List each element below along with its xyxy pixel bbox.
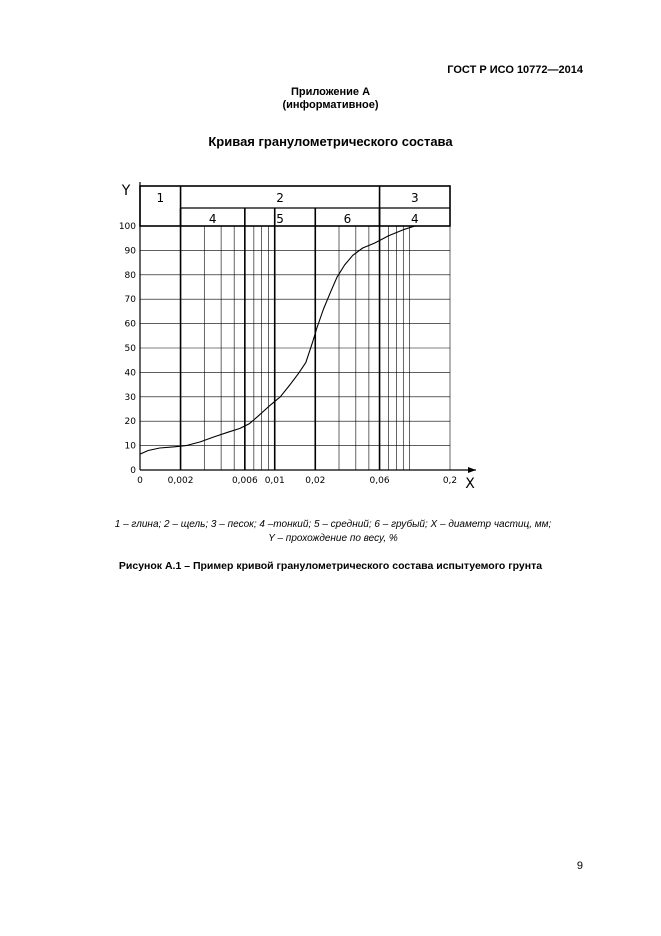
zone-sublabel: 6 — [343, 212, 352, 226]
x-tick-label: 0,06 — [369, 476, 390, 486]
figure-caption: Рисунок А.1 – Пример кривой гранулометрического состава испытуемого грунта — [118, 560, 543, 572]
y-tick-label: 80 — [124, 270, 136, 281]
tick-labels — [119, 222, 457, 486]
y-tick-label: 40 — [124, 368, 136, 379]
page-number: 9 — [576, 860, 583, 872]
zone-sublabel: 4 — [410, 212, 419, 226]
grain-size-chart — [100, 176, 500, 496]
annex-title: Приложение А — [290, 86, 371, 98]
y-tick-label: 100 — [118, 222, 136, 232]
x-tick-label: 0,2 — [442, 476, 458, 486]
zone-header-frame — [140, 186, 450, 226]
x-axis-arrow — [468, 467, 476, 473]
y-tick-label: 70 — [124, 295, 136, 306]
x-tick-label: 0 — [137, 476, 143, 486]
figure-title: Кривая гранулометрического состава — [208, 134, 453, 149]
y-tick-label: 60 — [124, 319, 136, 330]
y-axis-letter: Y — [121, 183, 131, 199]
y-tick-label: 0 — [130, 466, 136, 476]
zone-sublabel: 4 — [208, 212, 217, 226]
x-tick-label: 0,002 — [167, 476, 194, 486]
legend-line-2: Y – прохождение по весу, % — [268, 533, 398, 544]
zone-header — [140, 186, 450, 226]
x-tick-label: 0,01 — [264, 476, 285, 486]
y-tick-label: 50 — [124, 344, 136, 354]
x-axis-letter: X — [465, 476, 475, 492]
zone-label: 3 — [410, 191, 419, 205]
standard-code: ГОСТ Р ИСО 10772—2014 — [447, 64, 583, 76]
y-tick-label: 30 — [124, 392, 136, 403]
zone-label: 2 — [276, 191, 284, 205]
x-tick-label: 0,02 — [305, 476, 326, 486]
annex-type: (информативное) — [282, 99, 379, 111]
y-tick-label: 10 — [124, 441, 136, 452]
y-tick-label: 20 — [124, 417, 136, 428]
zone-sublabel: 5 — [276, 212, 284, 226]
legend-line-1: 1 – глина; 2 – щель; 3 – песок; 4 –тонкий; 5 – средний; 6 – грубый; X – диаметр частиц, мм; — [114, 519, 552, 530]
x-tick-label: 0,006 — [231, 476, 258, 486]
y-tick-label: 90 — [124, 246, 136, 257]
annex-heading — [0, 86, 661, 112]
zone-label: 1 — [156, 191, 165, 205]
figure-legend — [55, 518, 611, 546]
chart-grid — [140, 208, 450, 470]
